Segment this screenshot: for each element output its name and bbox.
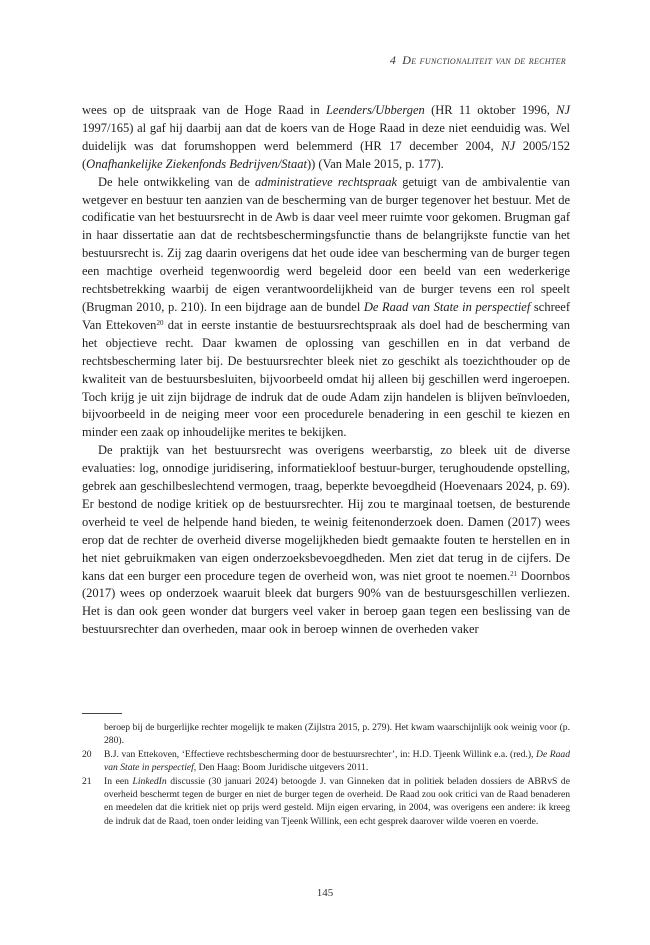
book-title: De Raad van State in perspectief <box>363 299 531 314</box>
page-number: 145 <box>316 887 334 899</box>
footnote-20 <box>82 748 570 775</box>
text: (HR 11 oktober 1996, <box>424 103 557 117</box>
journal-abbrev: NJ <box>556 103 570 117</box>
text: wees op de uitspraak van de Hoge Raad in <box>82 103 326 117</box>
text: 1997/165) al gaf hij daarbij aan dat de koers van de Hoge Raad in deze niet eenduidig was. Wel duidelijk was dat forumshoppen werd belemmerd (HR 17 december 2004, <box>82 120 570 153</box>
running-head <box>390 53 566 68</box>
text: In een <box>104 775 133 787</box>
footnote-ref-20[interactable]: 20 <box>156 318 164 327</box>
text: beroep bij de burgerlijke rechter mogelijk te maken (Zijlstra 2015, p. 279). Het kwam waarschijnlijk ook weinig voor (p. 280). <box>104 722 570 747</box>
footnote-continued <box>82 721 570 748</box>
text: Doornbos (2017) wees op onderzoek waaruit bleek dat burgers 90% van de bestuursgeschillen verliezen. Het is dan ook geen wonder dat burgers veel vaker in beroep gaan tegen een beslissing van de bestuursrechter dan overheden, maar ook in beroep winnen de overheden vaker <box>82 568 571 637</box>
text: getuigt van de ambivalentie van wetgever en bestuur ten aanzien van de bescherming van de burger tegenover het bestuur. Met de codificatie van het bestuursrecht in de Awb is daar veel meer ruimte voor gekomen. Brugman gaf in haar dissertatie aan dat de rechtsbeschermingsfunctie thans de belangrijkste functie van het bestuursrecht is. Zij zag daarin overigens dat het oude idee van bescherming van de burger tegen een machtige overheid tegenwoordig werd begeleid door een beeld van een wederkerige rechtsbetrekking waarbij de eigen verantwoordelijkheid van de burger tevens een rol speelt (Brugman 2010, p. 210). In een bijdrage aan de bundel <box>82 174 571 314</box>
text: )) (Van Male 2015, p. 177). <box>306 156 444 171</box>
footnote-21 <box>82 775 570 829</box>
text: , Den Haag: Boom Juridische uitgevers 2011. <box>193 762 369 774</box>
footnote-divider <box>82 713 122 714</box>
body-text <box>82 102 570 639</box>
text: De praktijk van het bestuursrecht was overigens weerbarstig, zo bleek uit de diverse evaluaties: log, onnodige juridisering, informatiekloof bestuur-burger, terughoudende opstelling, gebrek aan geschilbeslechtend vermogen, traag, beperkte bevoegdheid (Hoevenaars 2024, p. 69). Er bestond de nodige kritiek op de bestuursrechter. Hij zou te marginaal toetsen, de besturende overheid te veel de helpende hand bieden, te weinig feitenonderzoek doen. Damen (2017) wees erop dat de rechter de overheid diverse mogelijkheden biedt gemaakte fouten te herstellen en in het niet gebruikmaken van eigen onderzoeksbevoegdheden. Men ziet dat terug in de cijfers. De kans dat een burger een procedure tegen de overheid won, was niet groot te noemen. <box>82 443 570 583</box>
paragraph-1 <box>82 102 570 174</box>
paragraph-2 <box>82 174 570 443</box>
case-name: Leenders/Ubbergen <box>325 103 425 117</box>
chapter-number: 4 <box>389 53 397 67</box>
case-name: Onafhankelijke Ziekenfonds Bedrijven/Staat <box>86 156 307 171</box>
footnote-number: 21 <box>82 775 92 787</box>
text: 2005/152 ( <box>82 138 570 171</box>
footnote-number: 20 <box>82 748 92 760</box>
text: B.J. van Ettekoven, ‘Effectieve rechtsbescherming door de bestuursrechter’, in: H.D. Tjeenk Willink e.a. (red.), <box>104 748 537 760</box>
text: De hele ontwikkeling van de <box>98 174 255 189</box>
text: discussie (30 januari 2024) betoogde J. van Ginneken dat in politiek beladen dossiers de ABRvS de overheid beschermt tegen de burger en niet de burger tegen de overheid. De Raad zou ook critici van de Raad benaderen en meedelen dat die kritiek niet op prijs werd gesteld. Mijn eigen ervaring, in 2004, was overigens een andere: ik kreeg de indruk dat de Raad, toen onder leiding van Tjeenk Willink, een echt gesprek daarover wilde voeren en voerde. <box>104 775 570 827</box>
emphasis: administratieve rechtspraak <box>254 174 398 189</box>
footnote-ref-21[interactable]: 21 <box>510 569 518 578</box>
platform-name: LinkedIn <box>132 775 167 787</box>
chapter-title: De functionaliteit van de rechter <box>402 53 566 67</box>
book-title: De Raad van State in perspectief <box>104 748 570 774</box>
journal-abbrev: NJ <box>501 138 516 153</box>
text: schreef Van Ettekoven <box>82 299 570 332</box>
text: dat in eerste instantie de bestuursrechtspraak als doel had de bescherming van het objectieve recht. Daar kwamen de oplossing van geschillen en in dat verband de rechtsbescherming later bij. De bestuursrechter bleek niet zo geschikt als toezichthouder op de kwaliteit van de bestuursbesluiten, bijvoorbeeld omdat hij alleen bij geschillen werd ingeroepen. Toch krijg je uit zijn bijdrage de indruk dat de oude Adam zijn handelen is blijven beïnvloeden, bijvoorbeeld in de neiging meer voor een procedurele benadering in een geschil te kiezen en minder een zaak op inhoudelijke merites te bekijken. <box>82 317 570 440</box>
paragraph-3 <box>82 442 570 639</box>
footnotes <box>82 721 570 828</box>
